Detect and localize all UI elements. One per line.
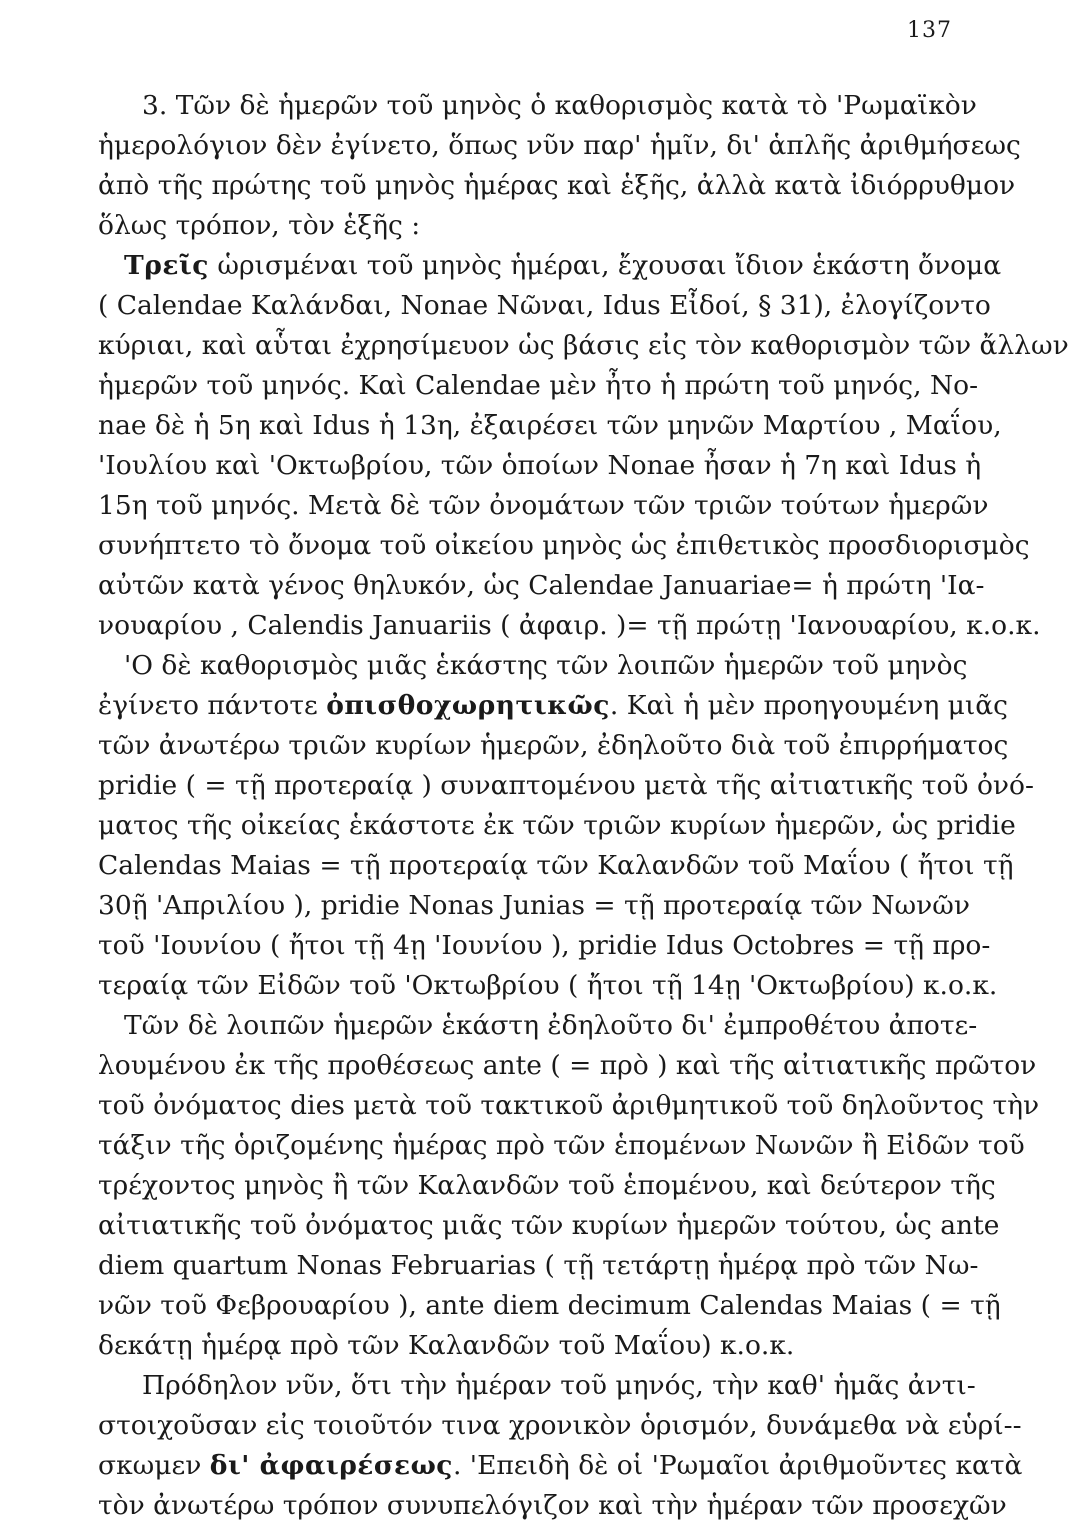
text-line: ματος τῆς οἰκείας ἑκάστοτε ἐκ τῶν τριῶν κυρίων ἡμερῶν, ὡς pridie — [98, 810, 1016, 841]
body-text — [98, 86, 1069, 1526]
text-line: nae δὲ ἡ 5η καὶ Idus ἡ 13η, ἐξαιρέσει τῶν μηνῶν Μαρτίου , Μαΐου, — [98, 410, 1002, 441]
text-line — [98, 1446, 1023, 1486]
text-line: 'Ιουλίου καὶ 'Οκτωβρίου, τῶν ὁποίων Nonae ἦσαν ἡ 7η καὶ Idus ἡ — [98, 450, 982, 481]
text-segment: ἐγίνετο πάντοτε — [98, 690, 318, 721]
text-segment: . Καὶ ἡ μὲν προηγουμένη μιᾶς — [609, 690, 1008, 721]
text-line: τρέχοντος μηνὸς ἢ τῶν Καλανδῶν τοῦ ἑπομένου, καὶ δεύτερον τῆς — [98, 1170, 996, 1201]
text-line: τῶν ἀνωτέρω τριῶν κυρίων ἡμερῶν, ἐδηλοῦτο διὰ τοῦ ἐπιρρήματος — [98, 730, 1009, 761]
text-line: αἰτιατικῆς τοῦ ὀνόματος μιᾶς τῶν κυρίων ἡμερῶν τούτου, ὡς ante — [98, 1210, 1000, 1241]
emphasis-opisthochoretikos: ὀπισθοχωρητικῶς — [326, 690, 610, 721]
text-line: στοιχοῦσαν εἰς τοιοῦτόν τινα χρονικὸν ὁρισμόν, δυνάμεθα νὰ εὑρί-- — [98, 1410, 1022, 1441]
text-line: συνήπτετο τὸ ὄνομα τοῦ οἰκείου μηνὸς ὡς ἐπιθετικὸς προσδιορισμὸς — [98, 530, 1030, 561]
emphasis-treis: Τρεῖς — [124, 250, 209, 281]
text-segment: σκωμεν — [98, 1450, 202, 1481]
text-line: τὸν ἀνωτέρω τρόπον συνυπελόγιζον καὶ τὴν ἡμέραν τῶν προσεχῶν — [98, 1490, 1007, 1521]
text-line: ὅλως τρόπον, τὸν ἑξῆς : — [98, 210, 421, 241]
text-line: 30ῇ 'Απριλίου ), pridie Nonas Junias = τῇ προτεραίᾳ τῶν Νωνῶν — [98, 890, 970, 921]
text-line: 15η τοῦ μηνός. Μετὰ δὲ τῶν ὀνομάτων τῶν τριῶν τούτων ἡμερῶν — [98, 490, 989, 521]
text-line: τοῦ 'Ιουνίου ( ἤτοι τῇ 4ῃ 'Ιουνίου ), pridie Idus Octobres = τῇ προ- — [98, 930, 991, 961]
text-line: Τῶν δὲ λοιπῶν ἡμερῶν ἑκάστη ἐδηλοῦτο δι' ἐμπροθέτου ἀποτε- — [124, 1010, 978, 1041]
page-number: 137 — [907, 18, 952, 43]
text-line: τοῦ ὀνόματος dies μετὰ τοῦ τακτικοῦ ἀριθμητικοῦ τοῦ δηλοῦντος τὴν — [98, 1090, 1040, 1121]
text-line: ἡμερῶν τοῦ μηνός. Καὶ Calendae μὲν ἦτο ἡ πρώτη τοῦ μηνός, No- — [98, 370, 979, 401]
text-line: νῶν τοῦ Φεβρουαρίου ), ante diem decimum Calendas Maias ( = τῇ — [98, 1290, 1001, 1321]
text-line: λουμένου ἐκ τῆς προθέσεως ante ( = πρὸ ) καὶ τῆς αἰτιατικῆς πρῶτον — [98, 1050, 1037, 1081]
text-line: Πρόδηλον νῦν, ὅτι τὴν ἡμέραν τοῦ μηνός, τὴν καθ' ἡμᾶς ἀντι- — [142, 1370, 976, 1401]
text-line: ( Calendae Καλάνδαι, Nonae Νῶναι, Idus Εἶδοί, § 31), ἐλογίζοντο — [98, 290, 991, 321]
text-segment: . 'Επειδὴ δὲ οἱ 'Ρωμαῖοι ἀριθμοῦντες κατὰ — [452, 1450, 1023, 1481]
text-line: δεκάτῃ ἡμέρᾳ πρὸ τῶν Καλανδῶν τοῦ Μαΐου) κ.ο.κ. — [98, 1330, 795, 1361]
text-line: Calendas Maias = τῇ προτεραίᾳ τῶν Καλανδῶν τοῦ Μαΐου ( ἤτοι τῇ — [98, 850, 1014, 881]
text-line: κύριαι, καὶ αὗται ἐχρησίμευον ὡς βάσις εἰς τὸν καθορισμὸν τῶν ἄλλων — [98, 330, 1069, 361]
text-line: αὐτῶν κατὰ γένος θηλυκόν, ὡς Calendae Januariae= ἡ πρώτη 'Ια- — [98, 570, 985, 601]
text-line: νουαρίου , Calendis Januariis ( ἀφαιρ. )= τῇ πρώτῃ 'Ιανουαρίου, κ.ο.κ. — [98, 610, 1041, 641]
text-line: 3. Τῶν δὲ ἡμερῶν τοῦ μηνὸς ὁ καθορισμὸς κατὰ τὸ 'Ρωμαϊκὸν — [142, 90, 977, 121]
text-line: 'Ο δὲ καθορισμὸς μιᾶς ἑκάστης τῶν λοιπῶν ἡμερῶν τοῦ μηνὸς — [124, 650, 968, 681]
text-segment: ὡρισμέναι τοῦ μηνὸς ἡμέραι, ἔχουσαι ἴδιον ἑκάστη ὄνομα — [217, 250, 1002, 281]
emphasis-di-afaireseos: δι' ἀφαιρέσεως — [209, 1450, 453, 1481]
text-line: τεραίᾳ τῶν Εἰδῶν τοῦ 'Οκτωβρίου ( ἤτοι τῇ 14ῃ 'Οκτωβρίου) κ.ο.κ. — [98, 970, 998, 1001]
text-line: ἡμερολόγιον δὲν ἐγίνετο, ὅπως νῦν παρ' ἡμῖν, δι' ἁπλῆς ἀριθμήσεως — [98, 130, 1021, 161]
text-line: ἀπὸ τῆς πρώτης τοῦ μηνὸς ἡμέρας καὶ ἑξῆς, ἀλλὰ κατὰ ἰδιόρρυθμον — [98, 170, 1016, 201]
text-line: diem quartum Nonas Februarias ( τῇ τετάρτῃ ἡμέρᾳ πρὸ τῶν Νω- — [98, 1250, 979, 1281]
text-line: pridie ( = τῇ προτεραίᾳ ) συναπτομένου μετὰ τῆς αἰτιατικῆς τοῦ ὀνό- — [98, 770, 1034, 801]
text-line — [98, 246, 1002, 286]
text-line: τάξιν τῆς ὁριζομένης ἡμέρας πρὸ τῶν ἑπομένων Νωνῶν ἢ Εἰδῶν τοῦ — [98, 1130, 1025, 1161]
text-line — [98, 686, 1008, 726]
